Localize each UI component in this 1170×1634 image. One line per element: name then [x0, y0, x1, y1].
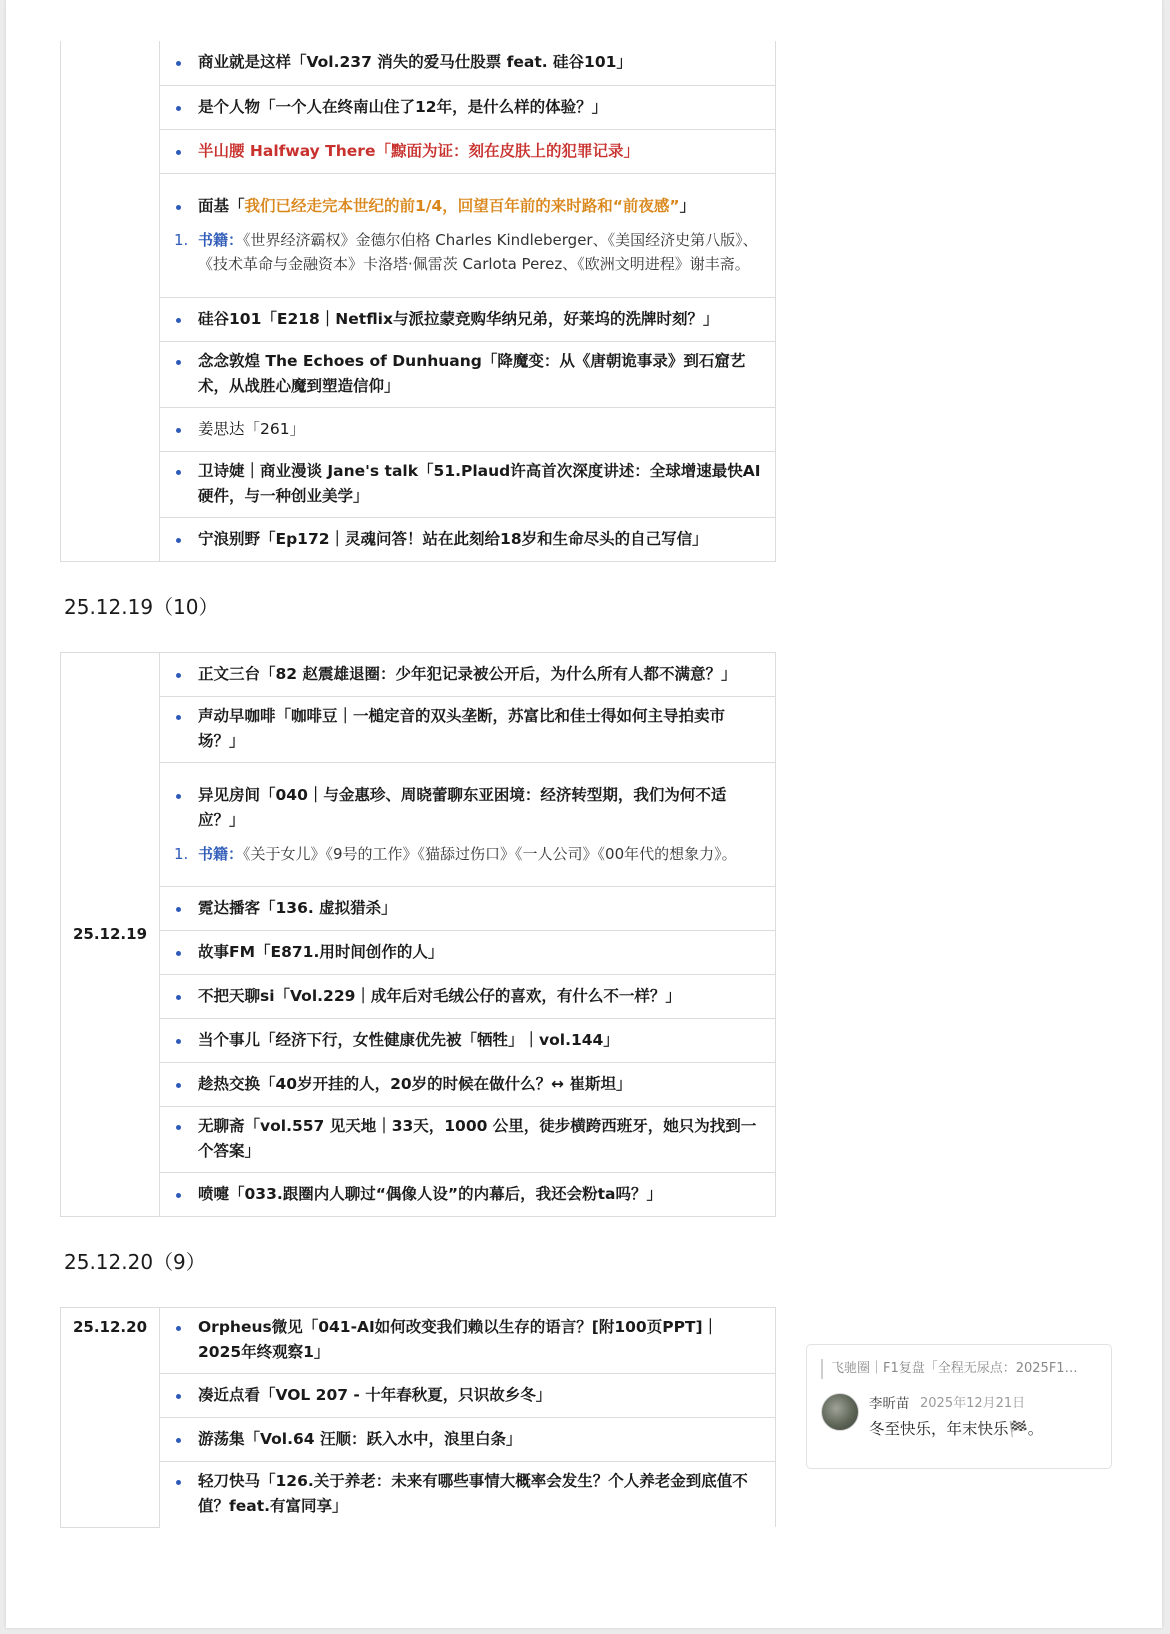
table-row — [61, 341, 776, 407]
book-label: 书籍： — [198, 231, 244, 249]
episode-item[interactable] — [174, 307, 761, 332]
episode-item[interactable] — [174, 1469, 761, 1519]
table-row — [61, 1417, 776, 1461]
episode-title: 正文三台「82 赵震雄退圈：少年犯记录被公开后，为什么所有人都不满意？」 — [198, 664, 737, 683]
episode-title: 故事FM「E871.用时间创作的人」 — [198, 942, 444, 961]
episode-item[interactable] — [174, 984, 761, 1009]
entry-cell — [160, 974, 776, 1018]
table-row — [61, 696, 776, 762]
book-text: 《世界经济霸权》金德尔伯格 Charles Kindleberger、《美国经济史第八版》、《技术革命与金融资本》卡洛塔·佩雷茨 Carlota Perez、《欧洲文明进程》谢丰斋。 — [198, 231, 758, 273]
episode-title: 半山腰 Halfway There「黥面为证：刻在皮肤上的犯罪记录」 — [198, 141, 639, 160]
episode-item[interactable] — [174, 704, 761, 754]
episode-item[interactable] — [174, 1028, 761, 1053]
episode-title: 是个人物「一个人在终南山住了12年，是什么样的体验？」 — [198, 97, 608, 116]
episode-item[interactable] — [174, 527, 761, 552]
table-row — [61, 886, 776, 930]
episode-item[interactable] — [174, 1072, 761, 1097]
date-cell — [61, 41, 160, 561]
episode-item[interactable] — [174, 194, 761, 219]
comment-reference[interactable]: 飞驰圈｜F1复盘「全程无尿点：2025F1… — [821, 1359, 1101, 1379]
book-list — [174, 842, 761, 866]
comment-date: 2025年12月21日 — [920, 1396, 1026, 1411]
table-row — [61, 1373, 776, 1417]
entry-cell — [160, 1106, 776, 1172]
table-row — [61, 173, 776, 297]
book-list-number: 1. — [174, 231, 189, 249]
table-row — [61, 517, 776, 561]
entry-cell — [160, 652, 776, 696]
table-row — [61, 1307, 776, 1373]
episode-item[interactable] — [174, 940, 761, 965]
episode-title: 轻刀快马「126.关于养老：未来有哪些事情大概率会发生？个人养老金到底值不值？feat.有富同享」 — [198, 1472, 748, 1516]
entry-cell — [160, 1373, 776, 1417]
entry-cell — [160, 1018, 776, 1062]
entry-cell — [160, 41, 776, 85]
entry-cell — [160, 85, 776, 129]
entry-cell — [160, 407, 776, 451]
comment-card[interactable] — [806, 1344, 1112, 1469]
episode-item[interactable] — [174, 139, 761, 164]
episode-title: 商业就是这样「Vol.237 消失的爱马仕股票 feat. 硅谷101」 — [198, 53, 632, 72]
entry-cell — [160, 1417, 776, 1461]
episode-title: 念念敦煌 The Echoes of Dunhuang「降魔变：从《唐朝诡事录》到石窟艺术，从战胜心魔到塑造信仰」 — [198, 352, 746, 395]
main-content — [60, 41, 776, 1528]
table-row — [61, 1106, 776, 1172]
table-row — [61, 1461, 776, 1527]
book-list-number: 1. — [174, 844, 189, 863]
book-label: 书籍： — [198, 844, 244, 863]
episode-item[interactable] — [174, 896, 761, 921]
episode-title: 游荡集「Vol.64 汪顺：跃入水中，浪里白条」 — [198, 1429, 522, 1448]
episode-title: 不把天聊si「Vol.229｜成年后对毛绒公仔的喜欢，有什么不一样？」 — [198, 986, 681, 1005]
comment-author[interactable]: 李昕苗 — [869, 1396, 910, 1412]
episode-item[interactable] — [174, 417, 761, 442]
entry-cell — [160, 129, 776, 173]
episode-item[interactable] — [174, 95, 761, 120]
highlight-title: 我们已经走完本世纪的前1/4，回望百年前的来时路和“前夜感” — [244, 197, 680, 215]
episode-title: 卫诗婕｜商业漫谈 Jane's talk「51.Plaud许高首次深度讲述：全球增速最快AI硬件，与一种创业美学」 — [198, 462, 761, 505]
date-cell: 25.12.20 — [61, 1307, 160, 1527]
table-row — [61, 129, 776, 173]
episode-item[interactable] — [174, 1383, 761, 1408]
episode-item[interactable] — [174, 459, 761, 509]
episode-title: 异见房间「040｜与金惠珍、周晓蕾聊东亚困境：经济转型期，我们为何不适应？」 — [198, 785, 727, 829]
entry-cell — [160, 762, 776, 886]
book-text: 《关于女儿》《9号的工作》《猫舔过伤口》《一人公司》《00年代的想象力》。 — [243, 844, 737, 863]
entry-cell — [160, 930, 776, 974]
episode-item[interactable] — [174, 1114, 761, 1164]
entry-cell — [160, 1307, 776, 1373]
episode-title: 喷嚏「033.跟圈内人聊过“偶像人设”的内幕后，我还会粉ta吗？」 — [198, 1184, 662, 1203]
episode-title: 霓达播客「136. 虚拟猎杀」 — [198, 898, 397, 917]
avatar[interactable] — [821, 1393, 859, 1431]
entry-cell — [160, 1062, 776, 1106]
entry-cell — [160, 696, 776, 762]
episode-title: 面基「 — [198, 197, 245, 215]
table-25-12-20 — [60, 1307, 776, 1528]
entry-cell — [160, 517, 776, 561]
episode-item[interactable] — [174, 783, 761, 833]
date-cell: 25.12.19 — [61, 652, 160, 1216]
comment-text: 冬至快乐，年末快乐🏁。 — [869, 1420, 1044, 1438]
title-close-quote: 」 — [679, 197, 696, 215]
episode-item[interactable] — [174, 1182, 761, 1207]
episode-item[interactable] — [174, 1315, 761, 1365]
table-row — [61, 762, 776, 886]
episode-item[interactable] — [174, 50, 761, 75]
table-row — [61, 1018, 776, 1062]
entry-cell — [160, 297, 776, 341]
table-row — [61, 297, 776, 341]
entry-cell — [160, 886, 776, 930]
table-row — [61, 930, 776, 974]
table-row — [61, 1172, 776, 1216]
episode-title: 硅谷101「E218｜Netflix与派拉蒙竞购华纳兄弟，好莱坞的洗牌时刻？」 — [198, 309, 719, 328]
table-row — [61, 1062, 776, 1106]
episode-title: 声动早咖啡「咖啡豆｜一槌定音的双头垄断，苏富比和佳士得如何主导拍卖市场？」 — [198, 707, 726, 750]
table-row — [61, 652, 776, 696]
entry-cell — [160, 451, 776, 517]
episode-title: Orpheus微见「041-AI如何改变我们赖以生存的语言？[附100页PPT]｜2025年终观察1」 — [198, 1318, 719, 1361]
section-heading-25-12-20: 25.12.20（9） — [64, 1249, 206, 1274]
table-row — [61, 407, 776, 451]
episode-title: 姜思达「261」 — [198, 419, 306, 438]
episode-title: 趁热交换「40岁开挂的人，20岁的时候在做什么？↔ 崔斯坦」 — [198, 1074, 632, 1093]
book-list — [174, 228, 761, 276]
entry-cell — [160, 1172, 776, 1216]
table-row — [61, 451, 776, 517]
episode-title: 无聊斋「vol.557 见天地｜33天，1000 公里，徒步横跨西班牙，她只为找到一个答案」 — [198, 1117, 757, 1160]
table-25-12-18-tail — [60, 41, 776, 562]
section-heading-25-12-19: 25.12.19（10） — [64, 594, 219, 619]
table-25-12-19 — [60, 652, 776, 1217]
table-row — [61, 41, 776, 85]
episode-title: 当个事儿「经济下行，女性健康优先被「牺牲」｜vol.144」 — [198, 1030, 619, 1049]
episode-item[interactable] — [174, 349, 761, 399]
episode-title: 宁浪别野「Ep172｜灵魂问答！站在此刻给18岁和生命尽头的自己写信」 — [198, 529, 708, 548]
episode-item[interactable] — [174, 662, 761, 687]
entry-cell — [160, 1461, 776, 1527]
episode-title: 凑近点看「VOL 207 - 十年春秋夏，只识故乡冬」 — [198, 1385, 552, 1404]
entry-cell — [160, 341, 776, 407]
table-row — [61, 85, 776, 129]
table-row — [61, 974, 776, 1018]
episode-item[interactable] — [174, 1427, 761, 1452]
page — [6, 0, 1162, 1628]
entry-cell — [160, 173, 776, 297]
